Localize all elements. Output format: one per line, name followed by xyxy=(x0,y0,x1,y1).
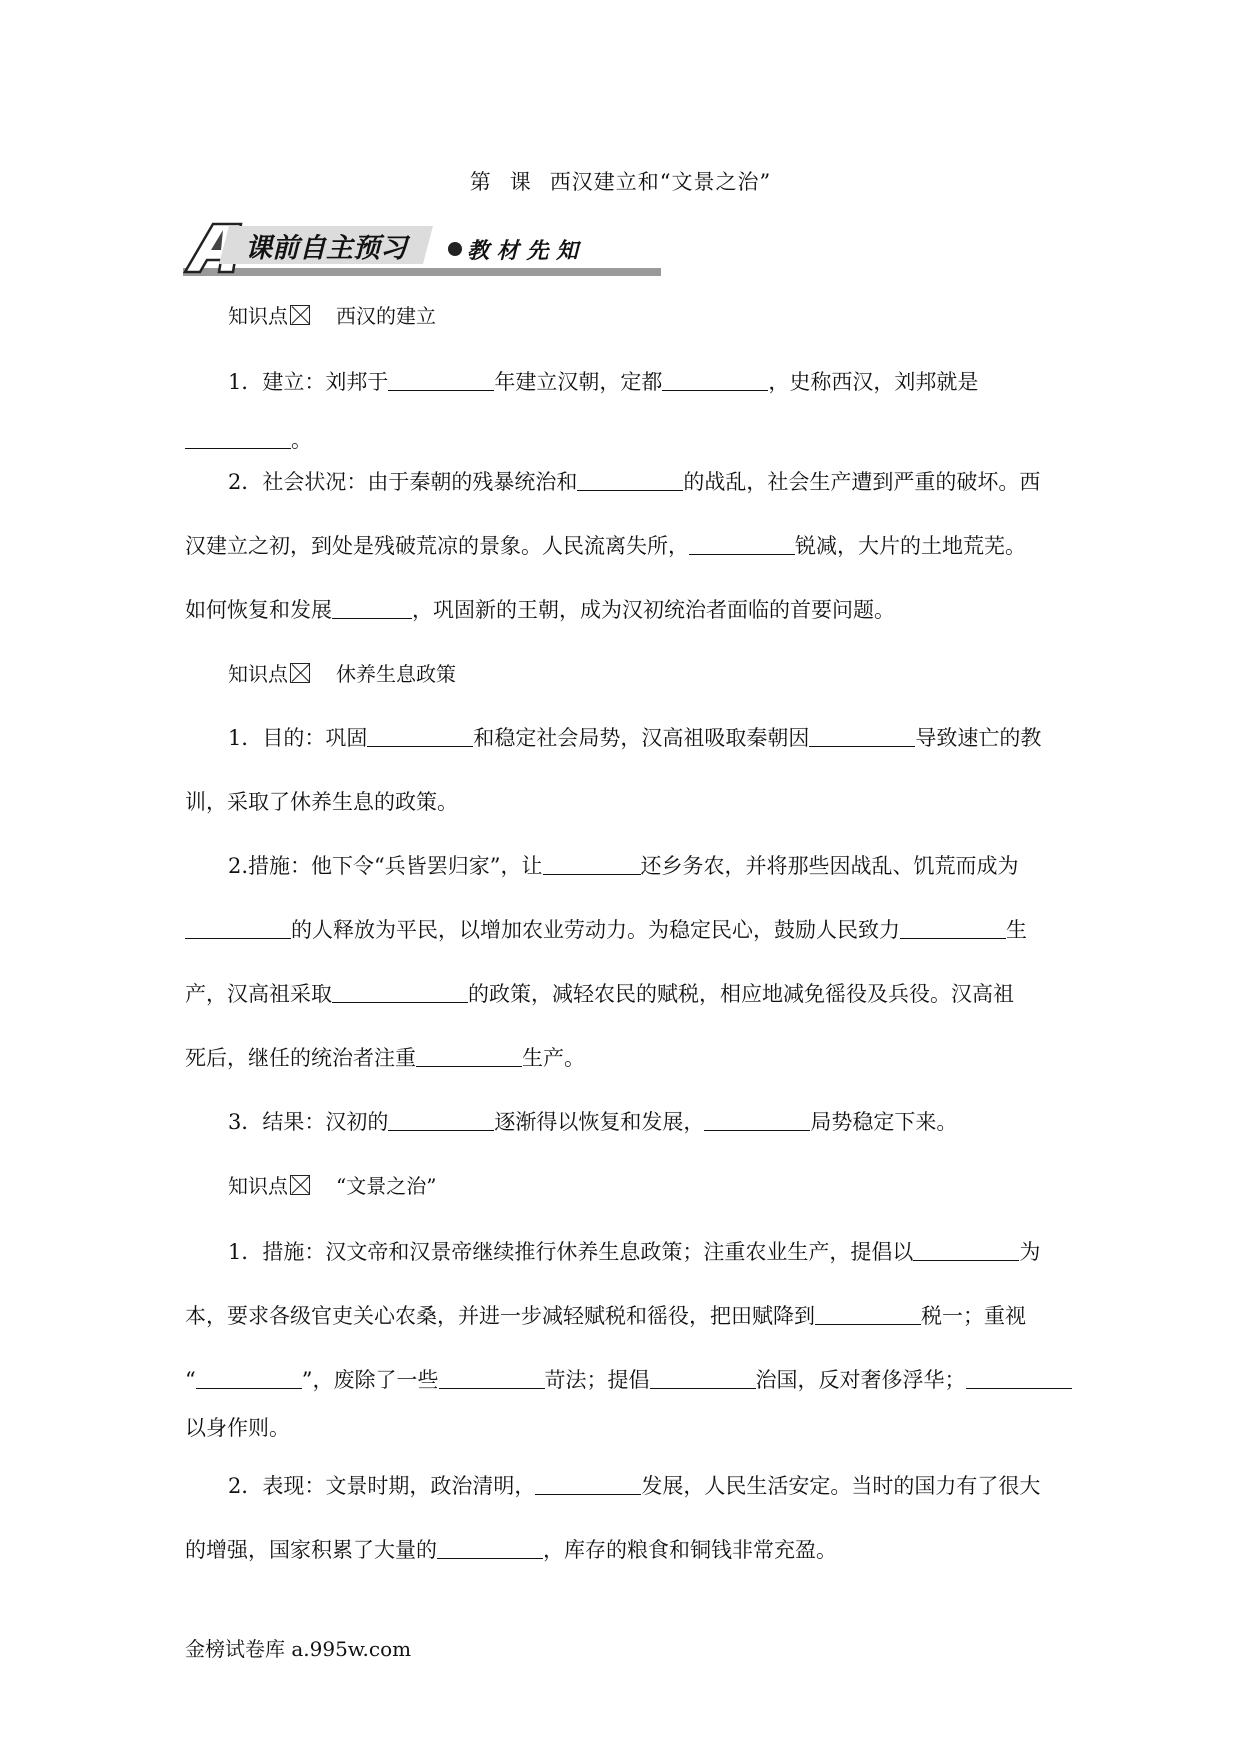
text-segment: 局势稳定下来。 xyxy=(810,1110,958,1134)
text-segment: 。 xyxy=(291,428,312,452)
fill-blank[interactable] xyxy=(913,1238,1019,1261)
text-segment: 税一；重视 xyxy=(921,1304,1026,1328)
banner-main-text: 课前自主预习 xyxy=(245,233,407,264)
text-segment: 为 xyxy=(1019,1240,1041,1264)
kp3-line-3 xyxy=(185,1364,1065,1394)
text-segment: ，史称西汉，刘邦就是 xyxy=(768,370,979,394)
fill-blank[interactable] xyxy=(966,1366,1072,1389)
text-segment: 的人释放为平民，以增加农业劳动力。为稳定民心，鼓励人民致力 xyxy=(291,918,900,942)
fill-blank[interactable] xyxy=(543,852,641,875)
text-segment: 的增强，国家积累了大量的 xyxy=(185,1538,437,1562)
text-segment: 死后，继任的统治者注重 xyxy=(185,1046,416,1070)
fill-blank[interactable] xyxy=(388,1108,494,1131)
kp-label: 知识点 xyxy=(228,1174,288,1198)
text-segment: 导致速亡的教 xyxy=(915,726,1042,750)
kp-title: “文景之治” xyxy=(336,1174,437,1198)
text-segment: 年建立汉朝，定都 xyxy=(494,370,663,394)
text-segment: 汉建立之初，到处是残破荒凉的景象。人民流离失所， xyxy=(185,534,689,558)
title-prefix: 第 xyxy=(469,170,492,194)
fill-blank[interactable] xyxy=(185,426,291,449)
kp3-line-4 xyxy=(185,1412,1065,1442)
kp2-line-6 xyxy=(185,1042,1065,1072)
footer-source: 金榜试卷库 a.995w.com xyxy=(185,1637,412,1661)
text-segment: 逐渐得以恢复和发展， xyxy=(494,1110,705,1134)
text-segment: 还乡务农，并将那些因战乱、饥荒而成为 xyxy=(640,854,1019,878)
knowledge-point-3 xyxy=(228,1170,436,1199)
fill-blank[interactable] xyxy=(662,368,768,391)
kp2-line-3 xyxy=(228,850,1065,880)
kp3-line-5 xyxy=(228,1470,1065,1500)
kp2-line-5 xyxy=(185,978,1065,1008)
kp-label: 知识点 xyxy=(228,662,288,686)
banner-sub-text: 教 材 先 知 xyxy=(467,239,578,264)
text-segment: 锐减，大片的土地荒芜。 xyxy=(795,534,1026,558)
fill-blank[interactable] xyxy=(809,724,915,747)
text-segment: “ xyxy=(185,1368,196,1392)
fill-blank[interactable] xyxy=(332,980,468,1003)
kp1-line-4 xyxy=(185,530,1065,560)
text-segment: ”，废除了一些 xyxy=(301,1368,439,1392)
kp-title: 休养生息政策 xyxy=(336,662,456,686)
kp3-line-2 xyxy=(185,1300,1065,1330)
kp1-line-1 xyxy=(228,366,1065,396)
fill-blank[interactable] xyxy=(650,1366,756,1389)
fill-blank[interactable] xyxy=(437,1536,543,1559)
kp-title: 西汉的建立 xyxy=(336,304,436,328)
title-lesson: 课 xyxy=(509,170,532,194)
fill-blank[interactable] xyxy=(689,532,795,555)
kp1-line-3 xyxy=(228,466,1065,496)
kp1-line-5 xyxy=(185,594,1065,624)
text-segment: 2．社会状况：由于秦朝的残暴统治和 xyxy=(228,470,578,494)
knowledge-point-1 xyxy=(228,300,436,329)
text-segment: 苛法；提倡 xyxy=(544,1368,650,1392)
text-segment: 生 xyxy=(1006,918,1027,942)
fill-blank[interactable] xyxy=(439,1366,545,1389)
text-segment: 的战乱，社会生产遭到严重的破坏。西 xyxy=(683,470,1041,494)
fill-blank[interactable] xyxy=(900,916,1006,939)
fill-blank[interactable] xyxy=(577,468,683,491)
fill-blank[interactable] xyxy=(367,724,473,747)
text-segment: 如何恢复和发展 xyxy=(185,598,332,622)
text-segment: 2．表现：文景时期，政治清明， xyxy=(228,1474,536,1498)
text-segment: 1．目的：巩固 xyxy=(228,726,368,750)
fill-blank[interactable] xyxy=(388,368,494,391)
fill-blank[interactable] xyxy=(535,1472,641,1495)
kp3-line-1 xyxy=(228,1236,1065,1266)
lesson-title xyxy=(0,166,1241,196)
knowledge-point-2 xyxy=(228,658,456,687)
text-segment: 和稳定社会局势，汉高祖吸取秦朝因 xyxy=(473,726,810,750)
text-segment: ，库存的粮食和铜钱非常充盈。 xyxy=(543,1538,837,1562)
kp2-line-1 xyxy=(228,722,1065,752)
kp2-line-4 xyxy=(185,914,1065,944)
title-text: 西汉建立和“文景之治” xyxy=(549,170,772,194)
text-segment: 以身作则。 xyxy=(185,1416,290,1440)
section-banner xyxy=(183,222,673,278)
fill-blank[interactable] xyxy=(196,1366,302,1389)
fill-blank[interactable] xyxy=(815,1302,921,1325)
fill-blank[interactable] xyxy=(416,1044,522,1067)
kp1-line-2 xyxy=(185,424,1065,454)
text-segment: 生产。 xyxy=(522,1046,585,1070)
text-segment: 3．结果：汉初的 xyxy=(228,1110,389,1134)
kp-number-box xyxy=(290,1175,310,1195)
text-segment: 2.措施：他下令“兵皆罢归家”，让 xyxy=(228,854,543,878)
fill-blank[interactable] xyxy=(704,1108,810,1131)
kp2-line-2 xyxy=(185,786,1065,816)
text-segment: 治国，反对奢侈浮华； xyxy=(755,1368,966,1392)
kp-number-box xyxy=(290,663,310,683)
text-segment: 本，要求各级官吏关心农桑，并进一步减轻赋税和徭役，把田赋降到 xyxy=(185,1304,815,1328)
fill-blank[interactable] xyxy=(185,916,291,939)
text-segment: 发展，人民生活安定。当时的国力有了很大 xyxy=(641,1474,1041,1498)
text-segment: 1．建立：刘邦于 xyxy=(228,370,389,394)
text-segment: 训，采取了休养生息的政策。 xyxy=(185,790,458,814)
text-segment: 的政策，减轻农民的赋税，相应地减免徭役及兵役。汉高祖 xyxy=(468,982,1014,1006)
kp-number-box xyxy=(290,305,310,325)
kp3-line-6 xyxy=(185,1534,1065,1564)
kp2-line-7 xyxy=(228,1106,1065,1136)
text-segment: 1．措施：汉文帝和汉景帝继续推行休养生息政策；注重农业生产，提倡以 xyxy=(228,1240,914,1264)
text-segment: ，巩固新的王朝，成为汉初统治者面临的首要问题。 xyxy=(412,598,895,622)
text-segment: 产，汉高祖采取 xyxy=(185,982,332,1006)
kp-label: 知识点 xyxy=(228,304,288,328)
fill-blank[interactable] xyxy=(332,596,412,619)
